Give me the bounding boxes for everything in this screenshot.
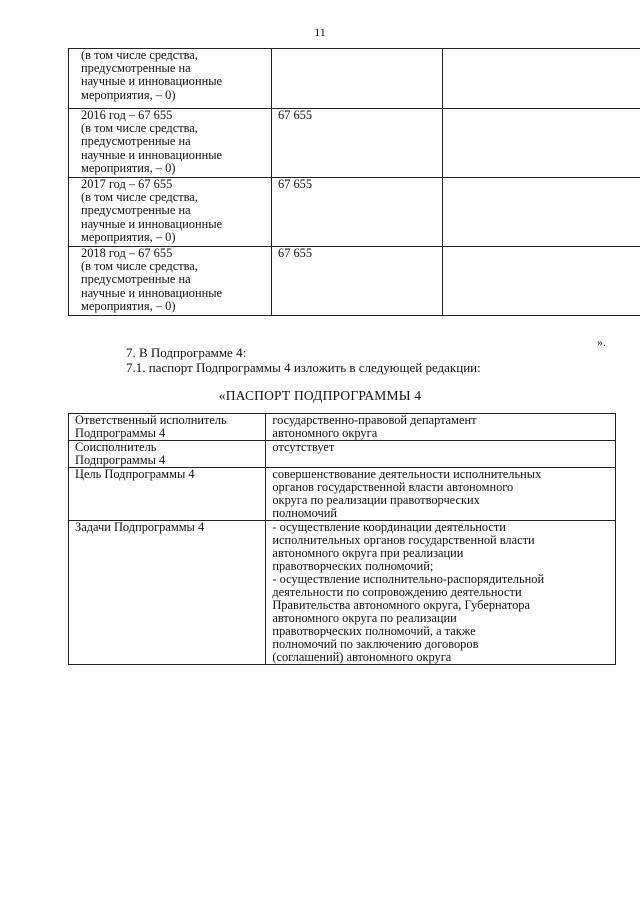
funding-year-cell: (в том числе средства, предусмотренные на научные и инновационные мероприятия, – 0) [69,49,272,109]
table-row [69,49,640,109]
funding-extra-cell [443,49,640,109]
page-number: 11 [314,25,326,39]
table-row [69,521,616,665]
table-row [69,441,616,468]
table-row [69,178,640,247]
paragraph-7-1: 7.1. паспорт Подпрограммы 4 изложить в следующей редакции: [126,360,481,375]
funding-extra-cell [443,247,640,316]
funding-extra-cell [443,178,640,247]
closing-quote: ». [597,335,606,349]
passport-value-cell: совершенствование деятельности исполнительных органов государственной власти автономного округа по реализации правотворческих полномочий [266,468,616,521]
table-row [69,109,640,178]
table-row [69,468,616,521]
passport-value-cell: государственно-правовой департамент автономного округа [266,414,616,441]
table-row [69,247,640,316]
funding-year-cell: 2017 год – 67 655 (в том числе средства, предусмотренные на научные и инновационные мероприятия, – 0) [69,178,272,247]
passport-label-cell: Цель Подпрограммы 4 [69,468,266,521]
passport-value-cell: отсутствует [266,441,616,468]
passport-label-cell: Соисполнитель Подпрограммы 4 [69,441,266,468]
passport-table [68,413,616,665]
passport-value-cell: - осуществление координации деятельности исполнительных органов государственной власти автономного округа при реализации правотворческих полномочий; - осуществление исполнительно-распорядительной деятельности по сопровождению деятельности Правительства автономного округа, Губернатора автономного округа по реализации правотворческих полномочий, а также полномочий по заключению договоров (соглашений) автономного округа [266,521,616,665]
passport-title: «ПАСПОРТ ПОДПРОГРАММЫ 4 [218,388,422,403]
funding-amount-cell: 67 655 [272,247,443,316]
table-row [69,414,616,441]
funding-table [68,48,640,316]
funding-amount-cell: 67 655 [272,109,443,178]
funding-extra-cell [443,109,640,178]
funding-year-cell: 2016 год – 67 655 (в том числе средства, предусмотренные на научные и инновационные мероприятия, – 0) [69,109,272,178]
funding-amount-cell [272,49,443,109]
funding-year-cell: 2018 год – 67 655 (в том числе средства, предусмотренные на научные и инновационные мероприятия, – 0) [69,247,272,316]
passport-label-cell: Ответственный исполнитель Подпрограммы 4 [69,414,266,441]
funding-amount-cell: 67 655 [272,178,443,247]
passport-label-cell: Задачи Подпрограммы 4 [69,521,266,665]
paragraph-7: 7. В Подпрограмме 4: [126,345,247,360]
